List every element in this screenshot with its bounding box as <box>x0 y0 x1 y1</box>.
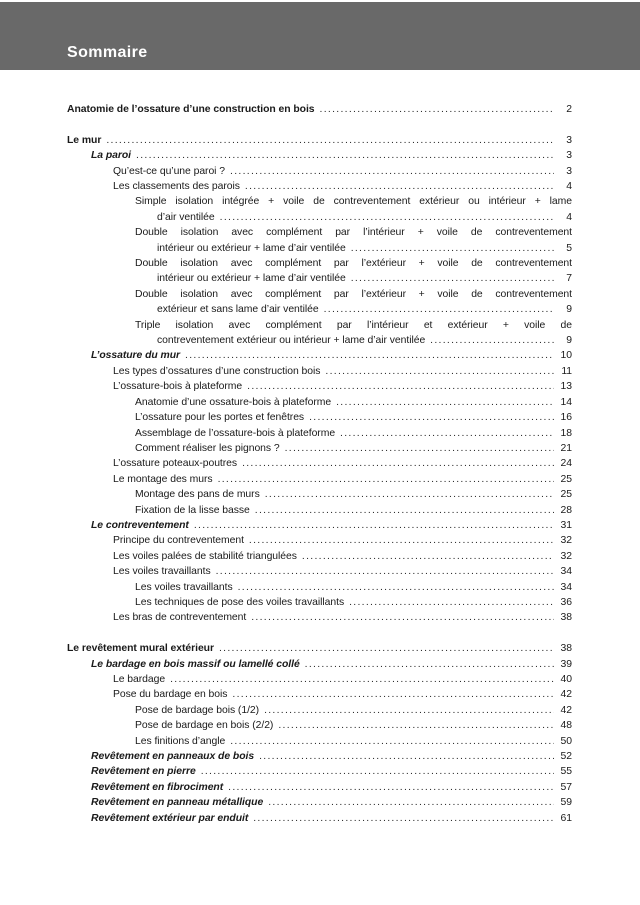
toc-entry[interactable] <box>67 580 572 595</box>
toc-entry-row <box>113 672 572 687</box>
toc-entry[interactable] <box>67 410 572 425</box>
toc-entry-row <box>91 348 572 363</box>
toc-entry[interactable] <box>67 564 572 579</box>
page-number: 61 <box>560 812 572 824</box>
toc-entry[interactable] <box>67 256 572 287</box>
toc-entry-label: Les voiles travaillants <box>113 566 211 578</box>
dot-leader <box>278 718 554 733</box>
toc-entry-label: Le bardage en bois massif ou lamellé collé <box>91 658 300 670</box>
toc-entry-row <box>91 657 572 672</box>
toc-entry-row <box>113 164 572 179</box>
toc-entry-row <box>91 780 572 795</box>
toc-entry-label: Le revêtement mural extérieur <box>67 643 214 655</box>
toc-entry-label: Les types d’ossatures d’une construction bois <box>113 365 321 377</box>
toc-entry-row <box>113 364 572 379</box>
toc-entry-label: La paroi <box>91 150 132 162</box>
toc-entry[interactable] <box>67 133 572 148</box>
toc-entry-row <box>135 580 572 595</box>
toc-entry-wrapped-line: Double isolation avec complément par l’extérieur + voile de contreventement <box>135 288 572 300</box>
dot-leader <box>194 518 554 533</box>
toc-entry[interactable] <box>67 734 572 749</box>
dot-leader <box>305 657 554 672</box>
dot-leader <box>325 364 554 379</box>
toc-entry-label: d’air ventilée <box>157 211 215 223</box>
toc-entry-wrapped-line: Double isolation avec complément par l’extérieur + voile de contreventement <box>135 258 572 270</box>
page-number: 36 <box>560 596 572 608</box>
dot-leader <box>268 795 554 810</box>
toc-entry-label: intérieur ou extérieur + lame d’air ventilée <box>157 242 346 254</box>
page-number: 2 <box>566 104 572 115</box>
toc-entry[interactable] <box>67 179 572 194</box>
toc-entry-label: intérieur ou extérieur + lame d’air ventilée <box>157 273 346 285</box>
page-number: 34 <box>560 566 572 578</box>
dot-leader <box>264 703 554 718</box>
toc-entry-label: Revêtement extérieur par enduit <box>91 812 249 824</box>
page-header <box>0 2 640 70</box>
toc-entry-row <box>135 734 572 749</box>
dot-leader <box>245 179 554 194</box>
toc-entry[interactable] <box>67 549 572 564</box>
page-number: 28 <box>560 504 572 516</box>
page-number: 31 <box>560 519 572 531</box>
toc-entry-row <box>113 472 572 487</box>
toc-entry-label: Qu’est-ce qu’une paroi ? <box>113 165 226 177</box>
toc-entry[interactable] <box>67 225 572 256</box>
toc-entry-row <box>91 795 572 810</box>
dot-leader <box>351 271 554 286</box>
toc-entry-row <box>157 210 572 225</box>
toc-entry[interactable] <box>67 456 572 471</box>
dot-leader <box>309 410 554 425</box>
toc-entry-wrapped-line: Triple isolation avec complément par l’intérieur et extérieur + voile de <box>135 319 572 331</box>
dot-leader <box>232 687 554 702</box>
toc-entry[interactable] <box>67 672 572 687</box>
dot-leader <box>218 472 554 487</box>
toc-entry-label: Anatomie de l’ossature d’une construction en bois <box>67 104 315 115</box>
toc-entry-label: L’ossature-bois à plateforme <box>113 381 243 393</box>
section-gap <box>67 626 572 641</box>
dot-leader <box>349 595 554 610</box>
toc-entry-label: Le bardage <box>113 674 166 685</box>
page-number: 4 <box>566 181 572 193</box>
toc-entry-label: Pose de bardage bois (1/2) <box>135 704 260 716</box>
section-gap <box>67 117 572 132</box>
page-number: 32 <box>560 535 572 547</box>
dot-leader <box>185 348 554 363</box>
dot-leader <box>253 811 554 826</box>
dot-leader <box>351 241 554 256</box>
toc-entry[interactable] <box>67 441 572 456</box>
toc-entry-label: Pose du bardage en bois <box>113 689 228 701</box>
page-number: 11 <box>561 365 572 377</box>
toc-entry[interactable] <box>67 379 572 394</box>
toc-entry-label: Le contreventement <box>91 519 189 531</box>
toc-entry[interactable] <box>67 811 572 826</box>
toc-entry[interactable] <box>67 749 572 764</box>
toc-entry-label: contreventement extérieur ou intérieur + lame d’air ventilée <box>157 335 426 347</box>
toc-entry-row <box>113 379 572 394</box>
page-number: 34 <box>560 581 572 593</box>
dot-leader <box>230 164 554 179</box>
toc-entry[interactable] <box>67 518 572 533</box>
page-number: 32 <box>560 550 572 562</box>
toc-entry-label: Pose de bardage en bois (2/2) <box>135 720 274 732</box>
toc-entry[interactable] <box>67 703 572 718</box>
toc-entry-row <box>157 241 572 256</box>
toc-entry-label: Les techniques de pose des voiles travaillants <box>135 596 345 608</box>
page-number: 52 <box>560 751 572 763</box>
dot-leader <box>201 764 554 779</box>
page-number: 25 <box>560 489 572 501</box>
page-number: 13 <box>560 381 572 393</box>
toc-entry-row <box>157 333 572 348</box>
toc-entry[interactable] <box>67 595 572 610</box>
toc-entry[interactable] <box>67 426 572 441</box>
page-number: 38 <box>560 612 572 624</box>
toc-entry[interactable] <box>67 102 572 117</box>
toc-entry-label: Les voiles palées de stabilité triangulées <box>113 550 297 562</box>
dot-leader <box>242 456 554 471</box>
toc-entry-label: Revêtement en panneaux de bois <box>91 751 255 763</box>
toc-entry[interactable] <box>67 164 572 179</box>
page-number: 55 <box>560 766 572 778</box>
toc-entry[interactable] <box>67 687 572 702</box>
dot-leader <box>216 564 554 579</box>
toc-entry-row <box>135 426 572 441</box>
toc-entry[interactable] <box>67 395 572 410</box>
toc-entry-row <box>91 764 572 779</box>
toc-entry[interactable] <box>67 287 572 318</box>
toc-entry-row <box>135 595 572 610</box>
dot-leader <box>247 379 554 394</box>
page-number: 3 <box>566 165 572 177</box>
toc-entry[interactable] <box>67 780 572 795</box>
page-number: 59 <box>560 797 572 809</box>
page-number: 38 <box>560 643 572 655</box>
toc-entry-label: Fixation de la lisse basse <box>135 504 250 516</box>
toc-entry-row <box>135 395 572 410</box>
dot-leader <box>324 302 554 317</box>
dot-leader <box>259 749 554 764</box>
page-number: 9 <box>566 304 572 316</box>
dot-leader <box>228 780 554 795</box>
dot-leader <box>340 426 554 441</box>
dot-leader <box>106 133 554 148</box>
dot-leader <box>285 441 554 456</box>
dot-leader <box>136 148 554 163</box>
toc-entry[interactable] <box>67 472 572 487</box>
toc-entry-row <box>135 718 572 733</box>
dot-leader <box>265 487 554 502</box>
page-number: 39 <box>560 658 572 670</box>
toc-entry-row <box>135 703 572 718</box>
page-number: 57 <box>560 781 572 793</box>
toc-entry-label: Les classements des parois <box>113 181 240 193</box>
toc-entry-label: Les finitions d’angle <box>135 735 226 747</box>
toc-entry[interactable] <box>67 194 572 225</box>
page-number: 25 <box>560 473 572 485</box>
toc-entry-row <box>91 148 572 163</box>
dot-leader <box>220 210 554 225</box>
page-number: 4 <box>566 211 572 223</box>
toc-entry-label: Principe du contreventement <box>113 535 244 547</box>
page-number: 10 <box>560 350 572 362</box>
dot-leader <box>238 580 554 595</box>
table-of-contents <box>67 102 572 826</box>
page-number: 50 <box>560 735 572 747</box>
toc-entry-label: L’ossature du mur <box>91 350 181 362</box>
toc-entry-row <box>113 549 572 564</box>
toc-entry-label: extérieur et sans lame d’air ventilée <box>157 304 319 316</box>
dot-leader <box>255 503 554 518</box>
toc-entry-label: Anatomie d’une ossature-bois à plateforme <box>135 396 332 408</box>
toc-entry[interactable] <box>67 487 572 502</box>
toc-entry-row <box>91 749 572 764</box>
toc-entry-row <box>113 687 572 702</box>
dot-leader <box>170 672 554 687</box>
toc-entry[interactable] <box>67 610 572 625</box>
toc-entry-row <box>135 487 572 502</box>
toc-entry-label: Montage des pans de murs <box>135 489 260 501</box>
toc-entry[interactable] <box>67 795 572 810</box>
toc-entry-row <box>113 533 572 548</box>
page-number: 5 <box>566 242 572 254</box>
dot-leader <box>336 395 554 410</box>
page-number: 9 <box>566 335 572 347</box>
toc-entry-row <box>113 456 572 471</box>
dot-leader <box>251 610 554 625</box>
toc-entry-label: Revêtement en panneau métallique <box>91 797 264 809</box>
toc-entry-label: Revêtement en pierre <box>91 766 196 778</box>
toc-entry-row <box>113 610 572 625</box>
page-number: 40 <box>560 674 572 685</box>
toc-entry[interactable] <box>67 764 572 779</box>
toc-entry[interactable] <box>67 348 572 363</box>
toc-entry-wrapped-line: Double isolation avec complément par l’intérieur + voile de contreventement <box>135 227 572 239</box>
toc-entry-row <box>91 518 572 533</box>
toc-entry-label: Le montage des murs <box>113 473 213 485</box>
page-number: 14 <box>560 396 572 408</box>
toc-entry[interactable] <box>67 533 572 548</box>
toc-entry-row <box>67 641 572 656</box>
page-number: 21 <box>560 442 572 454</box>
page-number: 7 <box>566 273 572 285</box>
toc-entry[interactable] <box>67 503 572 518</box>
dot-leader <box>302 549 554 564</box>
toc-entry-row <box>135 503 572 518</box>
page-number: 3 <box>566 134 572 146</box>
page-number: 3 <box>566 150 572 162</box>
page-number: 24 <box>560 458 572 470</box>
page-title: Sommaire <box>67 44 148 61</box>
toc-entry-label: Assemblage de l’ossature-bois à plateforme <box>135 427 336 439</box>
page-number: 42 <box>560 704 572 716</box>
toc-entry-row <box>91 811 572 826</box>
toc-entry-wrapped-line: Simple isolation intégrée + voile de contreventement extérieur ou intérieur + lame <box>135 196 572 208</box>
toc-entry[interactable] <box>67 718 572 733</box>
toc-entry[interactable] <box>67 148 572 163</box>
toc-entry-row <box>135 441 572 456</box>
toc-entry-row <box>67 133 572 148</box>
dot-leader <box>320 102 554 117</box>
page-number: 16 <box>560 412 572 424</box>
toc-entry-label: Comment réaliser les pignons ? <box>135 442 280 454</box>
toc-entry-row <box>157 302 572 317</box>
page-number: 18 <box>560 427 572 439</box>
dot-leader <box>219 641 554 656</box>
toc-entry-row <box>157 271 572 286</box>
toc-entry-row <box>67 102 572 117</box>
toc-entry[interactable] <box>67 657 572 672</box>
toc-entry[interactable] <box>67 364 572 379</box>
dot-leader <box>249 533 554 548</box>
page-number: 48 <box>560 720 572 732</box>
toc-entry[interactable] <box>67 318 572 349</box>
toc-entry-label: Revêtement en fibrociment <box>91 781 224 793</box>
toc-entry-label: L’ossature pour les portes et fenêtres <box>135 412 305 424</box>
toc-entry-label: Les bras de contreventement <box>113 612 247 624</box>
toc-entry[interactable] <box>67 641 572 656</box>
dot-leader <box>430 333 554 348</box>
toc-entry-label: L’ossature poteaux-poutres <box>113 458 238 470</box>
page-number: 42 <box>560 689 572 701</box>
toc-entry-label: Le mur <box>67 134 102 146</box>
dot-leader <box>230 734 554 749</box>
toc-entry-label: Les voiles travaillants <box>135 581 233 593</box>
toc-entry-row <box>113 179 572 194</box>
toc-entry-row <box>113 564 572 579</box>
toc-entry-row <box>135 410 572 425</box>
